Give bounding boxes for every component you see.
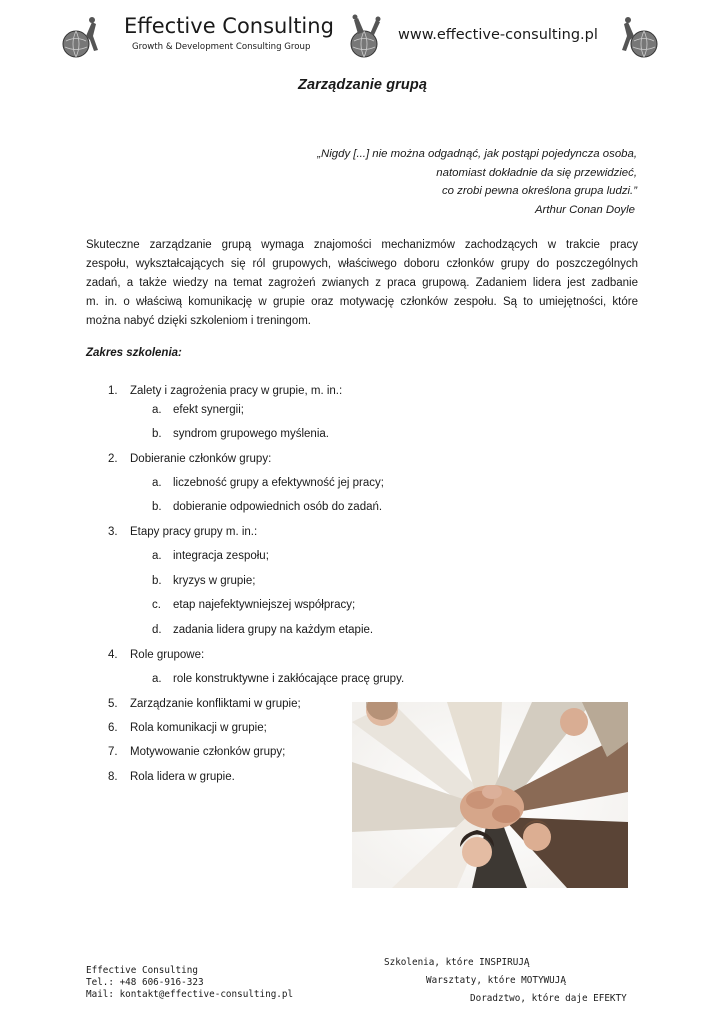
footer-mail[interactable]: Mail: kontakt@effective-consulting.pl bbox=[86, 989, 294, 1000]
subtopic-letter: a. bbox=[152, 404, 162, 416]
topic-item: Role grupowe: bbox=[130, 649, 205, 661]
subtopic-letter: b. bbox=[152, 501, 162, 513]
section-heading: Zakres szkolenia: bbox=[86, 347, 182, 359]
intro-line: zespołu, wykształcających się ról grupowych, właściwego doboru członków grupy do poszczególnych bbox=[86, 258, 638, 270]
subtopic-item: syndrom grupowego myślenia. bbox=[173, 428, 329, 440]
subtopic-item: dobieranie odpowiednich osób do zadań. bbox=[173, 501, 383, 513]
subtopic-item: role konstruktywne i zakłócające pracę grupy. bbox=[173, 673, 405, 685]
subtopic-letter: d. bbox=[152, 624, 162, 636]
subtopic-letter: a. bbox=[152, 477, 162, 489]
quote-author: Arthur Conan Doyle bbox=[534, 203, 635, 216]
subtopic-letter: a. bbox=[152, 550, 162, 562]
topic-item: Etapy pracy grupy m. in.: bbox=[130, 526, 258, 538]
footer-tagline: Warsztaty, które MOTYWUJĄ bbox=[426, 975, 566, 986]
document-title: Zarządzanie grupą bbox=[297, 77, 427, 93]
footer-phone: Tel.: +48 606-916-323 bbox=[86, 977, 204, 988]
quote-line: „Nigdy [...] nie można odgadnąć, jak postąpi pojedyncza osoba, bbox=[317, 148, 637, 160]
subtopic-item: etap najefektywniejszej współpracy; bbox=[173, 599, 356, 611]
subtopic-item: kryzys w grupie; bbox=[173, 575, 256, 587]
website-link[interactable]: www.effective-consulting.pl bbox=[398, 27, 598, 43]
topic-item: Zalety i zagrożenia pracy w grupie, m. in.: bbox=[130, 385, 343, 397]
intro-line: zadań, a także wiedzy na temat zagrożeń zwianych z praca grupową. Zadaniem lidera jest zadbanie bbox=[86, 277, 638, 289]
topic-number: 1. bbox=[108, 385, 118, 397]
intro-line: m. in. o właściwą komunikację w grupie oraz motywację członków zespołu. Są to umiejętności, które bbox=[86, 296, 638, 308]
quote-line: co zrobi pewna określona grupa ludzi.” bbox=[441, 185, 637, 197]
topic-number: 4. bbox=[108, 649, 118, 661]
quote-line: natomiast dokładnie da się przewidzieć, bbox=[436, 166, 637, 179]
subtopic-letter: b. bbox=[152, 575, 162, 587]
topic-item: Motywowanie członków grupy; bbox=[130, 746, 286, 758]
subtopic-item: efekt synergii; bbox=[173, 404, 244, 416]
intro-line: można nabyć dzięki szkoleniom i treningom. bbox=[86, 315, 311, 327]
subtopic-letter: b. bbox=[152, 428, 162, 440]
footer-tagline: Szkolenia, które INSPIRUJĄ bbox=[384, 957, 530, 968]
topic-number: 5. bbox=[108, 698, 118, 710]
subtopic-item: integracja zespołu; bbox=[173, 550, 269, 562]
brand-tagline: Growth & Development Consulting Group bbox=[132, 42, 311, 52]
brand-name: Effective Consulting bbox=[124, 14, 334, 38]
team-hands-photo bbox=[352, 702, 628, 888]
topic-number: 6. bbox=[108, 722, 118, 734]
subtopic-item: liczebność grupy a efektywność jej pracy; bbox=[173, 477, 384, 489]
topic-item: Dobieranie członków grupy: bbox=[130, 453, 272, 465]
topic-item: Rola lidera w grupie. bbox=[130, 771, 235, 783]
topic-number: 7. bbox=[108, 746, 118, 758]
footer-tagline: Doradztwo, które daje EFEKTY bbox=[470, 993, 627, 1004]
topic-number: 8. bbox=[108, 771, 118, 783]
subtopic-item: zadania lidera grupy na każdym etapie. bbox=[173, 624, 374, 636]
subtopic-letter: a. bbox=[152, 673, 162, 685]
topic-item: Zarządzanie konfliktami w grupie; bbox=[130, 698, 301, 710]
footer-contact bbox=[86, 965, 293, 1001]
intro-line: Skuteczne zarządzanie grupą wymaga znajomości mechanizmów zachodzących w trakcie pracy bbox=[86, 239, 638, 251]
topic-item: Rola komunikacji w grupie; bbox=[130, 722, 267, 734]
topic-number: 3. bbox=[108, 526, 118, 538]
footer-company: Effective Consulting bbox=[86, 965, 198, 976]
topic-number: 2. bbox=[108, 453, 118, 465]
subtopic-letter: c. bbox=[152, 599, 161, 611]
